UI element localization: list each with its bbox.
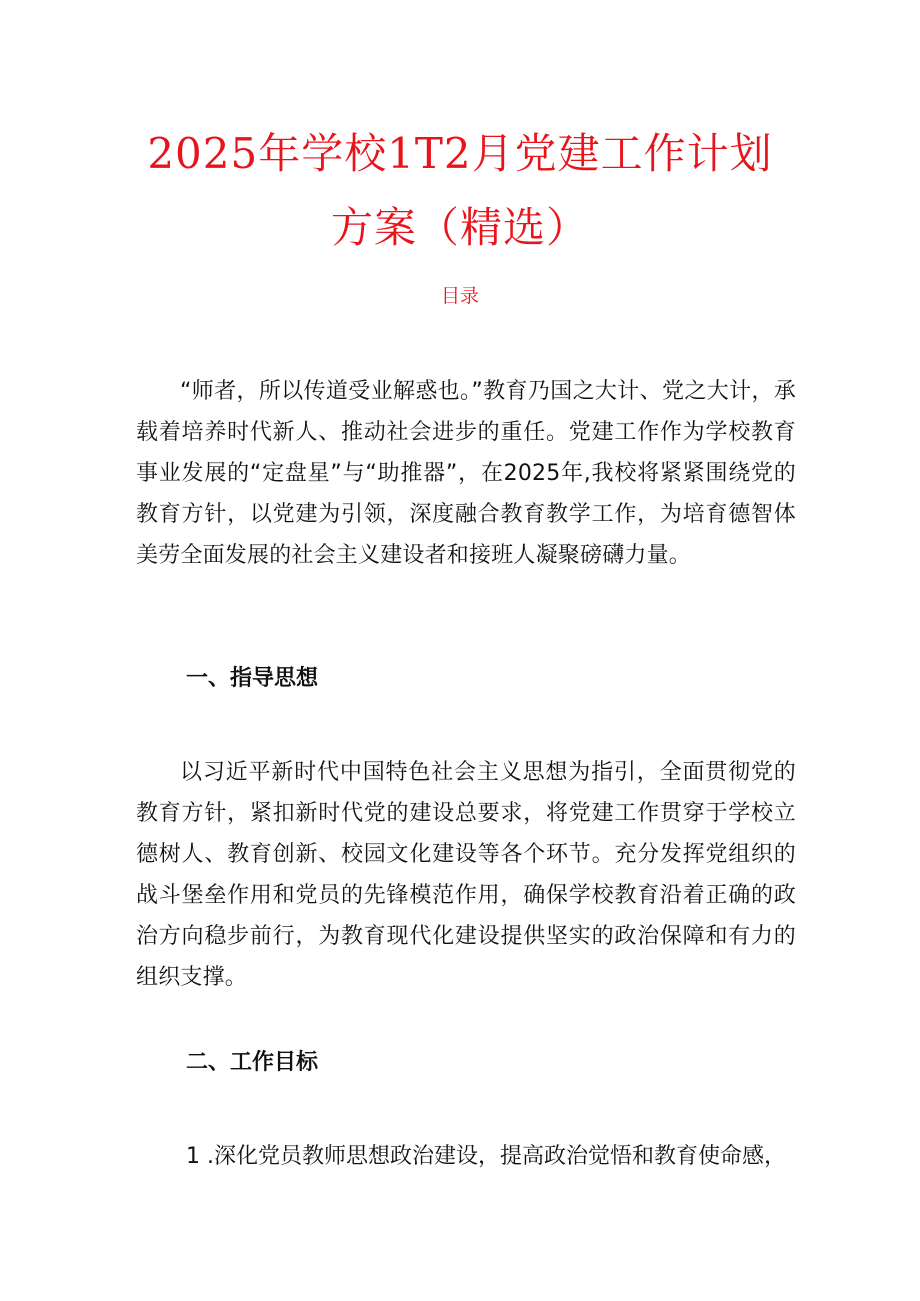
- intro-paragraph: “师者，所以传道受业解惑也。”教育乃国之大计、党之大计，承载着培养时代新人、推动社会进步的重任。党建工作作为学校教育事业发展的“定盘星”与“助推器”，在2025年,我校将紧紧围绕党的教育方针，以党建为引领，深度融合教育教学工作，为培育德智体美劳全面发展的社会主义建设者和接班人凝聚磅礴力量。: [136, 379, 796, 568]
- guiding-ideology-paragraph: 以习近平新时代中国特色社会主义思想为指引，全面贯彻党的教育方针，紧扣新时代党的建设总要求，将党建工作贯穿于学校立德树人、教育创新、校园文化建设等各个环节。充分发挥党组织的战斗堡垒作用和党员的先锋模范作用，确保学校教育沿着正确的政治方向稳步前行，为教育现代化建设提供坚实的政治保障和有力的组织支撑。: [136, 760, 796, 990]
- section-heading-guiding-ideology: 一、指导思想: [186, 666, 319, 691]
- table-of-contents-label[interactable]: 目录: [440, 285, 479, 307]
- document-title-line-2: 方案（精选）: [330, 203, 589, 252]
- section-heading-work-goals: 二、工作目标: [186, 1050, 319, 1075]
- document-title-line-1: 2025年学校1T2月党建工作计划: [147, 129, 773, 178]
- work-goal-item-1: 1 .深化党员教师思想政治建设，提高政治觉悟和教育使命感，: [186, 1144, 786, 1169]
